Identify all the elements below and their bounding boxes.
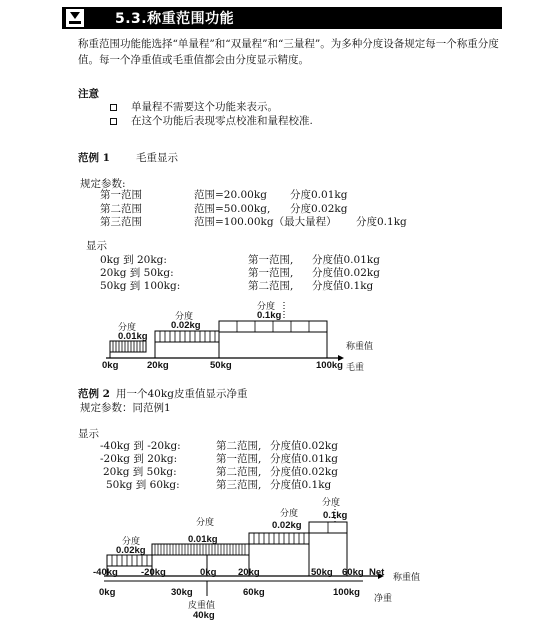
param-name: 第三范围: [100, 216, 142, 228]
net-tick-label: 50kg: [311, 567, 333, 578]
div-value: 0.02kg: [272, 520, 302, 531]
example1-heading: 范例 1: [78, 152, 110, 164]
example2-subtitle: 用一个40kg皮重值显示净重: [116, 388, 248, 400]
param-div: 分度0.1kg: [356, 216, 407, 228]
net-range2-pos-bar: [249, 533, 309, 544]
notes-heading: 注意: [78, 88, 99, 100]
net-tick-label: 0kg: [200, 567, 217, 578]
tick-label: 20kg: [147, 360, 169, 371]
display-row-div: 分度值0.01kg: [312, 254, 380, 266]
div-label: 分度: [118, 323, 137, 333]
example2-params-label: 规定参数：同范例1: [80, 402, 171, 414]
tick-label: 50kg: [210, 360, 232, 371]
div-label: 分度: [122, 537, 141, 547]
param-range: 范围=20.00kg: [194, 189, 267, 201]
display-row: 0kg 到 20kg:: [100, 254, 167, 266]
div-label: 分度: [175, 312, 194, 322]
div-label: 分度: [322, 498, 341, 508]
net-tick-label: 20kg: [238, 567, 260, 578]
param-name: 第二范围: [100, 203, 142, 215]
display-row: 20kg 到 50kg:: [103, 466, 177, 478]
net-tick-label: 60kg: [342, 567, 364, 578]
display-row-range: 第一范围,: [216, 453, 262, 465]
note-item-1: 单量程不需要这个功能来表示。: [110, 99, 278, 114]
tick-label: 0kg: [102, 360, 119, 371]
net-tick-label: -20kg: [141, 567, 166, 578]
axis-label-gross: 毛重: [346, 363, 365, 373]
display-row-div: 分度值0.02kg: [312, 267, 380, 279]
display-row: -40kg 到 -20kg:: [100, 440, 181, 452]
display-row-range: 第二范围,: [216, 440, 262, 452]
net-tick-label: -40kg: [93, 567, 118, 578]
tare-label: 皮重值: [188, 601, 216, 611]
axis-label-net: 净重: [374, 594, 393, 604]
net-range2-neg-bar: [107, 555, 152, 566]
gross-tick-label: 60kg: [243, 587, 265, 598]
page-title: 5.3.称重范围功能: [115, 11, 235, 27]
param-range: 范围=100.00kg（最大量程）: [194, 216, 337, 228]
div-label: 分度: [280, 509, 299, 519]
display-row: 50kg 到 100kg:: [100, 280, 181, 292]
tare-value: 40kg: [193, 610, 215, 621]
net-range1-dense-bar: [152, 544, 249, 555]
display-row-range: 第二范围,: [248, 280, 294, 292]
div-value: 0.01kg: [188, 534, 218, 545]
div-label: 分度: [196, 518, 215, 528]
example2-heading: 范例 2: [78, 388, 110, 400]
display-row: 20kg 到 50kg:: [100, 267, 174, 279]
param-div: 分度0.02kg: [290, 203, 348, 215]
note-item-2: 在这个功能后表现零点校准和量程校准.: [110, 113, 313, 128]
div-value: 0.02kg: [171, 320, 201, 331]
example1-subtitle: 毛重显示: [136, 152, 178, 164]
display-row: -20kg 到 20kg:: [100, 453, 178, 465]
axis-label: 称重值: [393, 573, 421, 583]
display-row: 50kg 到 60kg:: [106, 479, 180, 491]
axis-label: 称重值: [346, 342, 374, 352]
gross-tick-label: 100kg: [333, 587, 360, 598]
example1-display-label: 显示: [86, 240, 107, 252]
display-row-div: 分度值0.02kg: [270, 466, 338, 478]
example2-display-label: 显示: [78, 428, 99, 440]
display-row-div: 分度值0.1kg: [312, 280, 374, 292]
div-value: 0.1kg: [257, 310, 282, 321]
div-value: 0.02kg: [116, 545, 146, 556]
div-value: 0.1kg: [323, 510, 348, 521]
gross-tick-label: 30kg: [171, 587, 193, 598]
param-name: 第一范围: [100, 189, 142, 201]
display-row-range: 第一范围,: [248, 267, 294, 279]
gross-tick-label: 0kg: [99, 587, 116, 598]
display-row-range: 第一范围,: [248, 254, 294, 266]
display-row-div: 分度值0.1kg: [270, 479, 332, 491]
net-range3-coarse-bar: [309, 522, 347, 533]
net-tick-label: Net: [369, 567, 385, 578]
display-row-div: 分度值0.01kg: [270, 453, 338, 465]
div-value: 0.01kg: [118, 331, 148, 342]
param-range: 范围=50.00kg,: [194, 203, 271, 215]
div-label: 分度: [257, 302, 276, 312]
display-row-range: 第三范围,: [216, 479, 262, 491]
tick-label: 100kg: [316, 360, 343, 371]
display-row-range: 第二范围,: [216, 466, 262, 478]
param-div: 分度0.01kg: [290, 189, 348, 201]
intro-paragraph: 称重范围功能能选择“单量程”和“双量程”和“三量程”。为多种分度设备规定每一个称重分度值。每一个净重值或毛重值都会由分度显示精度。: [78, 38, 499, 66]
example1-params-label: 规定参数:: [80, 178, 126, 190]
display-row-div: 分度值0.02kg: [270, 440, 338, 452]
